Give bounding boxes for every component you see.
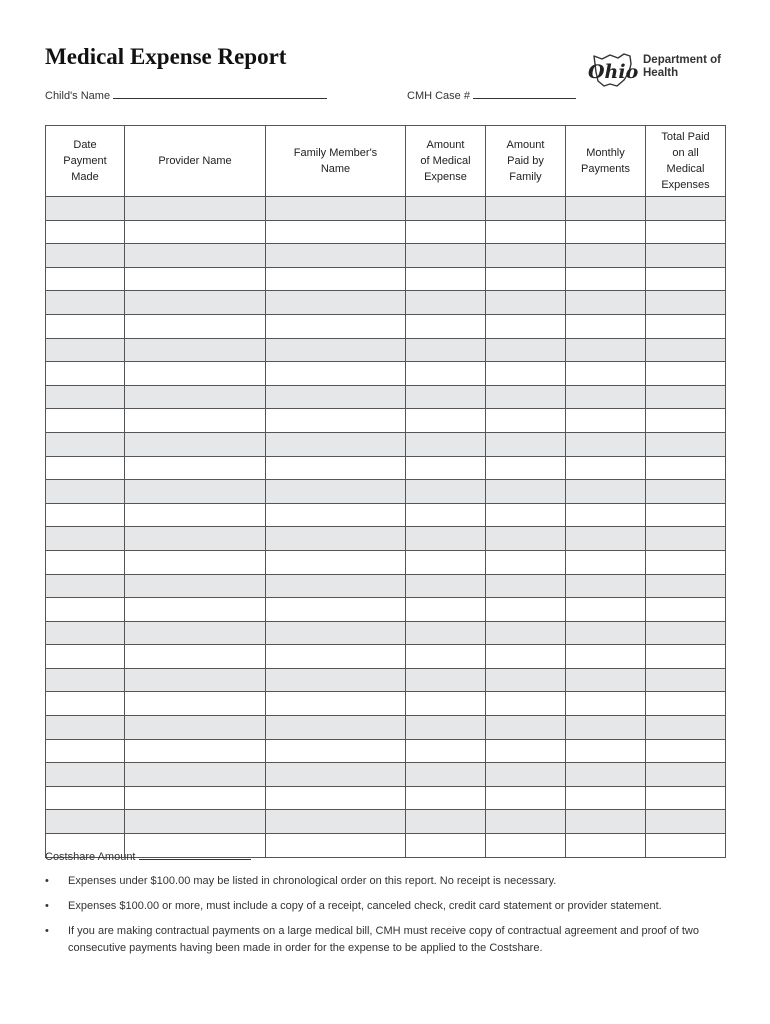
table-cell[interactable] [486,432,566,456]
table-cell[interactable] [266,220,406,244]
table-cell[interactable] [646,527,726,551]
costshare-blank[interactable] [139,850,251,860]
table-cell[interactable] [266,574,406,598]
table-cell[interactable] [566,197,646,221]
table-row [46,267,726,291]
childs-name-label: Child's Name [45,90,111,102]
table-cell[interactable] [646,362,726,386]
table-cell[interactable] [486,362,566,386]
table-cell[interactable] [486,314,566,338]
table-row [46,574,726,598]
table-cell[interactable] [406,645,486,669]
cmh-case-field[interactable] [407,89,576,102]
table-cell[interactable] [646,338,726,362]
table-cell[interactable] [266,716,406,740]
table-cell[interactable] [46,692,125,716]
table-cell[interactable] [125,621,266,645]
department-name [643,54,721,80]
table-cell[interactable] [125,362,266,386]
table-cell[interactable] [46,362,125,386]
table-cell[interactable] [486,550,566,574]
table-cell[interactable] [566,739,646,763]
table-cell[interactable] [486,786,566,810]
table-cell[interactable] [46,385,125,409]
table-cell[interactable] [566,267,646,291]
table-cell[interactable] [566,645,646,669]
table-cell[interactable] [125,267,266,291]
note-item [45,898,725,915]
header-amount-of-medical-expense: Amount of Medical Expense [406,126,486,197]
table-cell[interactable] [406,692,486,716]
table-cell[interactable] [486,338,566,362]
department-line-1: Department of [643,54,721,66]
table-cell[interactable] [46,197,125,221]
table-row [46,385,726,409]
table-cell[interactable] [125,574,266,598]
note-text: Expenses under $100.00 may be listed in chronological order on this report. No receipt is necessary. [68,875,557,887]
table-cell[interactable] [406,267,486,291]
table-cell[interactable] [646,716,726,740]
table-cell[interactable] [486,598,566,622]
table-cell[interactable] [406,739,486,763]
table-cell[interactable] [566,834,646,858]
table-cell[interactable] [46,574,125,598]
cmh-case-blank[interactable] [473,89,576,99]
table-cell[interactable] [486,244,566,268]
table-cell[interactable] [266,668,406,692]
table-cell[interactable] [566,810,646,834]
note-text: If you are making contractual payments on a large medical bill, CMH must receive copy of contractual agreement and proof of two consecutive payments having been made in order for the expense to be applied to the Costshare. [68,925,699,954]
table-cell[interactable] [486,503,566,527]
table-cell[interactable] [566,432,646,456]
table-cell[interactable] [646,763,726,787]
table-cell[interactable] [46,527,125,551]
table-cell[interactable] [406,220,486,244]
table-cell[interactable] [646,621,726,645]
table-cell[interactable] [646,550,726,574]
table-cell[interactable] [486,197,566,221]
table-cell[interactable] [266,834,406,858]
table-cell[interactable] [646,291,726,315]
table-cell[interactable] [266,385,406,409]
table-cell[interactable] [125,480,266,504]
table-cell[interactable] [646,244,726,268]
table-cell[interactable] [46,314,125,338]
costshare-label: Costshare Amount [45,851,136,863]
table-cell[interactable] [566,598,646,622]
table-cell[interactable] [46,645,125,669]
table-row [46,810,726,834]
table-cell[interactable] [266,314,406,338]
table-cell[interactable] [125,645,266,669]
table-cell[interactable] [486,291,566,315]
table-cell[interactable] [125,432,266,456]
table-cell[interactable] [646,314,726,338]
table-cell[interactable] [406,834,486,858]
table-cell[interactable] [46,503,125,527]
table-cell[interactable] [125,692,266,716]
bullet: • [45,875,49,887]
table-cell[interactable] [566,314,646,338]
table-cell[interactable] [266,621,406,645]
table-cell[interactable] [406,716,486,740]
department-line-2: Health [643,67,679,79]
table-cell[interactable] [266,810,406,834]
table-cell[interactable] [266,763,406,787]
ohio-department-of-health-logo [584,50,734,90]
table-cell[interactable] [646,692,726,716]
table-cell[interactable] [125,409,266,433]
table-cell[interactable] [125,338,266,362]
table-cell[interactable] [406,314,486,338]
table-cell[interactable] [266,409,406,433]
table-cell[interactable] [266,291,406,315]
table-row [46,220,726,244]
table-cell[interactable] [566,385,646,409]
notes-list [45,873,725,965]
costshare-field[interactable] [45,850,251,863]
table-row [46,362,726,386]
table-cell[interactable] [266,267,406,291]
table-cell[interactable] [566,220,646,244]
childs-name-field[interactable] [45,89,327,102]
table-cell[interactable] [566,668,646,692]
table-cell[interactable] [406,763,486,787]
table-cell[interactable] [646,834,726,858]
table-cell[interactable] [486,409,566,433]
table-row [46,291,726,315]
table-cell[interactable] [406,362,486,386]
table-cell[interactable] [125,598,266,622]
table-cell[interactable] [566,527,646,551]
table-cell[interactable] [266,692,406,716]
table-cell[interactable] [46,480,125,504]
table-cell[interactable] [406,668,486,692]
table-cell[interactable] [566,763,646,787]
table-cell[interactable] [486,668,566,692]
table-cell[interactable] [266,432,406,456]
table-cell[interactable] [646,480,726,504]
table-cell[interactable] [46,550,125,574]
table-cell[interactable] [406,480,486,504]
table-row [46,338,726,362]
header-family-member-name: Family Member's Name [266,126,406,197]
table-cell[interactable] [646,810,726,834]
table-cell[interactable] [266,786,406,810]
table-cell[interactable] [486,692,566,716]
table-cell[interactable] [266,362,406,386]
ohio-wordmark: Ohio [588,61,639,83]
table-row [46,716,726,740]
table-cell[interactable] [46,220,125,244]
table-cell[interactable] [125,456,266,480]
table-row [46,621,726,645]
table-row [46,645,726,669]
table-cell[interactable] [406,456,486,480]
table-cell[interactable] [46,621,125,645]
table-row [46,456,726,480]
table-cell[interactable] [266,197,406,221]
table-cell[interactable] [406,197,486,221]
table-cell[interactable] [646,574,726,598]
table-cell[interactable] [566,338,646,362]
table-row [46,503,726,527]
table-cell[interactable] [646,786,726,810]
header-amount-paid-by-family: Amount Paid by Family [486,126,566,197]
table-cell[interactable] [46,267,125,291]
table-cell[interactable] [266,456,406,480]
table-cell[interactable] [406,409,486,433]
table-cell[interactable] [266,598,406,622]
table-cell[interactable] [486,456,566,480]
table-cell[interactable] [406,244,486,268]
bullet: • [45,925,49,937]
table-cell[interactable] [486,645,566,669]
ohio-state-outline-icon [584,50,644,90]
table-cell[interactable] [646,668,726,692]
table-cell[interactable] [486,267,566,291]
table-cell[interactable] [46,338,125,362]
table-cell[interactable] [125,739,266,763]
table-cell[interactable] [406,574,486,598]
table-cell[interactable] [566,692,646,716]
table-cell[interactable] [125,314,266,338]
table-cell[interactable] [486,527,566,551]
table-cell[interactable] [646,197,726,221]
table-cell[interactable] [266,244,406,268]
table-cell[interactable] [46,598,125,622]
table-cell[interactable] [125,197,266,221]
table-row [46,314,726,338]
table-cell[interactable] [486,385,566,409]
table-cell[interactable] [406,385,486,409]
table-cell[interactable] [646,409,726,433]
table-cell[interactable] [486,763,566,787]
table-cell[interactable] [46,456,125,480]
table-cell[interactable] [266,550,406,574]
table-cell[interactable] [46,291,125,315]
table-cell[interactable] [46,716,125,740]
table-cell[interactable] [46,244,125,268]
table-cell[interactable] [125,220,266,244]
table-cell[interactable] [406,786,486,810]
table-cell[interactable] [125,716,266,740]
table-cell[interactable] [566,409,646,433]
table-cell[interactable] [46,409,125,433]
table-cell[interactable] [125,503,266,527]
table-cell[interactable] [125,786,266,810]
expense-table [45,125,726,858]
table-cell[interactable] [406,598,486,622]
table-cell[interactable] [46,668,125,692]
table-cell[interactable] [406,550,486,574]
table-cell[interactable] [125,810,266,834]
table-cell[interactable] [566,786,646,810]
table-cell[interactable] [566,574,646,598]
table-row [46,197,726,221]
table-cell[interactable] [646,267,726,291]
note-item [45,923,725,957]
note-text: Expenses $100.00 or more, must include a copy of a receipt, canceled check, credit card statement or provider statement. [68,900,662,912]
table-cell[interactable] [266,503,406,527]
table-cell[interactable] [486,739,566,763]
table-cell[interactable] [566,480,646,504]
table-cell[interactable] [646,598,726,622]
table-cell[interactable] [125,668,266,692]
table-cell[interactable] [486,574,566,598]
table-cell[interactable] [566,291,646,315]
table-cell[interactable] [486,716,566,740]
table-row [46,480,726,504]
table-row [46,763,726,787]
table-cell[interactable] [406,503,486,527]
table-cell[interactable] [566,716,646,740]
table-cell[interactable] [646,645,726,669]
table-row [46,527,726,551]
table-cell[interactable] [566,550,646,574]
table-cell[interactable] [266,739,406,763]
table-cell[interactable] [46,432,125,456]
table-cell[interactable] [486,621,566,645]
table-cell[interactable] [125,244,266,268]
table-cell[interactable] [46,810,125,834]
table-cell[interactable] [406,810,486,834]
table-cell[interactable] [46,786,125,810]
table-cell[interactable] [266,527,406,551]
table-row [46,692,726,716]
table-cell[interactable] [486,220,566,244]
table-cell[interactable] [486,810,566,834]
table-cell[interactable] [566,621,646,645]
table-row [46,739,726,763]
table-cell[interactable] [125,763,266,787]
table-cell[interactable] [566,503,646,527]
table-row [46,244,726,268]
table-cell[interactable] [406,291,486,315]
table-cell[interactable] [646,503,726,527]
bullet: • [45,900,49,912]
table-row [46,409,726,433]
table-cell[interactable] [125,385,266,409]
table-cell[interactable] [646,456,726,480]
header-monthly-payments: Monthly Payments [566,126,646,197]
table-cell[interactable] [406,621,486,645]
table-body [46,197,726,858]
table-cell[interactable] [646,432,726,456]
table-cell[interactable] [566,362,646,386]
table-row [46,432,726,456]
table-row [46,598,726,622]
table-cell[interactable] [646,739,726,763]
table-cell[interactable] [125,291,266,315]
header-total-paid: Total Paid on all Medical Expenses [646,126,726,197]
table-cell[interactable] [406,432,486,456]
header-date-payment-made: Date Payment Made [46,126,125,197]
table-cell[interactable] [486,834,566,858]
cmh-case-label: CMH Case # [407,90,470,102]
table-cell[interactable] [646,220,726,244]
note-item [45,873,725,890]
page-title: Medical Expense Report [45,44,287,69]
table-cell[interactable] [486,480,566,504]
header-provider-name: Provider Name [125,126,266,197]
table-row [46,668,726,692]
table-cell[interactable] [406,527,486,551]
table-cell[interactable] [266,645,406,669]
table-cell[interactable] [125,550,266,574]
table-cell[interactable] [266,338,406,362]
table-cell[interactable] [266,480,406,504]
table-cell[interactable] [125,527,266,551]
table-cell[interactable] [406,338,486,362]
table-cell[interactable] [46,763,125,787]
table-cell[interactable] [566,244,646,268]
table-row [46,786,726,810]
table-row [46,550,726,574]
childs-name-blank[interactable] [113,89,327,99]
table-header-row [46,126,726,197]
table-cell[interactable] [566,456,646,480]
table-cell[interactable] [646,385,726,409]
table-cell[interactable] [46,739,125,763]
